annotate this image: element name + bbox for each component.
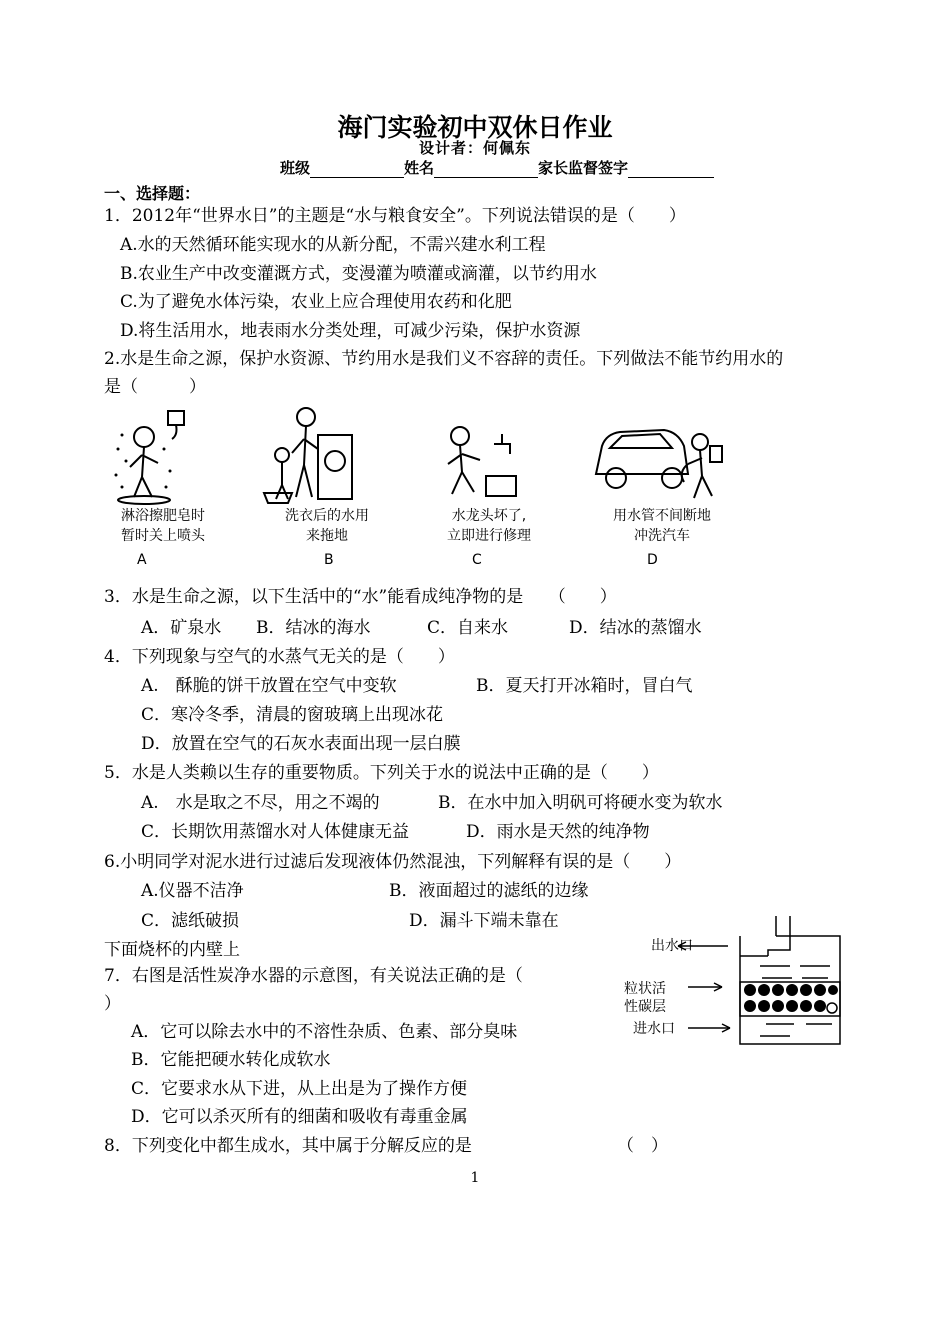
q6-option-d: D．漏斗下端未靠在 <box>409 911 559 931</box>
q4-option-d: D．放置在空气的石灰水表面出现一层白膜 <box>141 734 461 754</box>
q6-option-a: A.仪器不洁净 <box>141 881 244 901</box>
faucet-repair-illustration <box>436 420 526 502</box>
q7-option-d: D．它可以杀灭所有的细菌和吸收有毒重金属 <box>131 1107 468 1127</box>
q1-option-c: C.为了避免水体污染，农业上应合理使用农药和化肥 <box>120 292 512 312</box>
q8-answer-paren: （ ） <box>617 1136 668 1156</box>
q3-option-b: B．结冰的海水 <box>256 618 371 638</box>
pic-a-caption: 淋浴擦肥皂时 暂时关上喷头 <box>121 508 205 544</box>
shower-illustration <box>108 405 218 505</box>
q1-option-b: B.农业生产中改变灌溉方式，变漫灌为喷灌或滴灌，以节约用水 <box>120 264 597 284</box>
q4-option-c: C．寒冷冬季，清晨的窗玻璃上出现冰花 <box>141 705 444 725</box>
q5-stem: 5．水是人类赖以生存的重要物质。下列关于水的说法中正确的是（ ） <box>104 763 659 783</box>
q7-option-c: C．它要求水从下进，从上出是为了操作方便 <box>131 1079 468 1099</box>
q2-stem-line2: 是（ ） <box>104 377 206 397</box>
carbon-label-line1: 粒状活 <box>624 981 666 997</box>
car-wash-illustration <box>588 412 728 504</box>
q5-option-b: B．在水中加入明矾可将硬水变为软水 <box>438 793 723 813</box>
q7-option-b: B．它能把硬水转化成软水 <box>131 1050 331 1070</box>
q4-stem: 4．下列现象与空气的水蒸气无关的是（ ） <box>104 647 455 667</box>
q1-option-d: D.将生活用水，地表雨水分类处理，可减少污染，保护水资源 <box>120 321 581 341</box>
q6-option-c: C．滤纸破损 <box>141 911 240 931</box>
water-purifier-diagram <box>670 912 846 1052</box>
pic-b-letter: B <box>324 552 334 568</box>
q3-stem: 3．水是生命之源，以下生活中的“水”能看成纯净物的是 （ ） <box>104 587 617 607</box>
designer-line: 设计者：何佩东 <box>418 139 531 157</box>
q1-option-a: A.水的天然循环能实现水的从新分配，不需兴建水利工程 <box>120 235 546 255</box>
page-number: 1 <box>470 1170 480 1186</box>
q3-option-c: C．自来水 <box>427 618 509 638</box>
name-label: 姓名 <box>404 159 435 177</box>
q7-stem-line1: 7．右图是活性炭净水器的示意图，有关说法正确的是（ <box>104 966 523 986</box>
q1-stem: 1．2012年“世界水日”的主题是“水与粮食安全”。下列说法错误的是（ ） <box>104 206 686 226</box>
student-info-fields <box>280 157 714 178</box>
class-field[interactable] <box>310 161 404 178</box>
q4-option-b: B．夏天打开冰箱时，冒白气 <box>476 676 693 696</box>
q6-option-d-continued: 下面烧杯的内壁上 <box>104 940 240 960</box>
parent-sign-label: 家长监督签字 <box>538 159 629 177</box>
q8-stem: 8．下列变化中都生成水，其中属于分解反应的是 <box>104 1136 472 1156</box>
outlet-label: 出水口 <box>651 938 693 954</box>
pic-d-caption: 用水管不间断地 冲洗汽车 <box>613 508 711 544</box>
carbon-label-line2: 性碳层 <box>624 999 666 1015</box>
pic-a-letter: A <box>137 552 147 568</box>
q5-option-d: D．雨水是天然的纯净物 <box>466 822 650 842</box>
q6-stem: 6.小明同学对泥水进行过滤后发现液体仍然混浊，下列解释有误的是（ ） <box>104 852 682 872</box>
q6-option-b: B．液面超过的滤纸的边缘 <box>389 881 589 901</box>
q4-option-a: A. 酥脆的饼干放置在空气中变软 <box>141 676 397 696</box>
class-label: 班级 <box>280 159 311 177</box>
carbon-granules <box>744 984 838 1012</box>
q7-option-a: A．它可以除去水中的不溶性杂质、色素、部分臭味 <box>131 1022 518 1042</box>
pic-b-caption: 洗衣后的水用 来拖地 <box>285 508 369 544</box>
pic-c-letter: C <box>472 552 482 568</box>
inlet-label: 进水口 <box>633 1021 675 1037</box>
q3-option-d: D．结冰的蒸馏水 <box>569 618 702 638</box>
page-title: 海门实验初中双休日作业 <box>337 113 613 142</box>
laundry-illustration <box>262 405 372 505</box>
q5-option-c: C．长期饮用蒸馏水对人体健康无益 <box>141 822 410 842</box>
q3-option-a: A．矿泉水 <box>141 618 222 638</box>
section-heading: 一、选择题： <box>104 184 201 203</box>
q7-stem-line2: ） <box>104 994 121 1014</box>
name-field[interactable] <box>434 161 538 178</box>
q5-option-a: A. 水是取之不尽，用之不竭的 <box>141 793 380 813</box>
parent-sign-field[interactable] <box>628 161 714 178</box>
pic-c-caption: 水龙头坏了, 立即进行修理 <box>447 508 531 544</box>
q2-stem-line1: 2.水是生命之源，保护水资源、节约用水是我们义不容辞的责任。下列做法不能节约用水的 <box>104 349 784 369</box>
pic-d-letter: D <box>647 552 658 568</box>
